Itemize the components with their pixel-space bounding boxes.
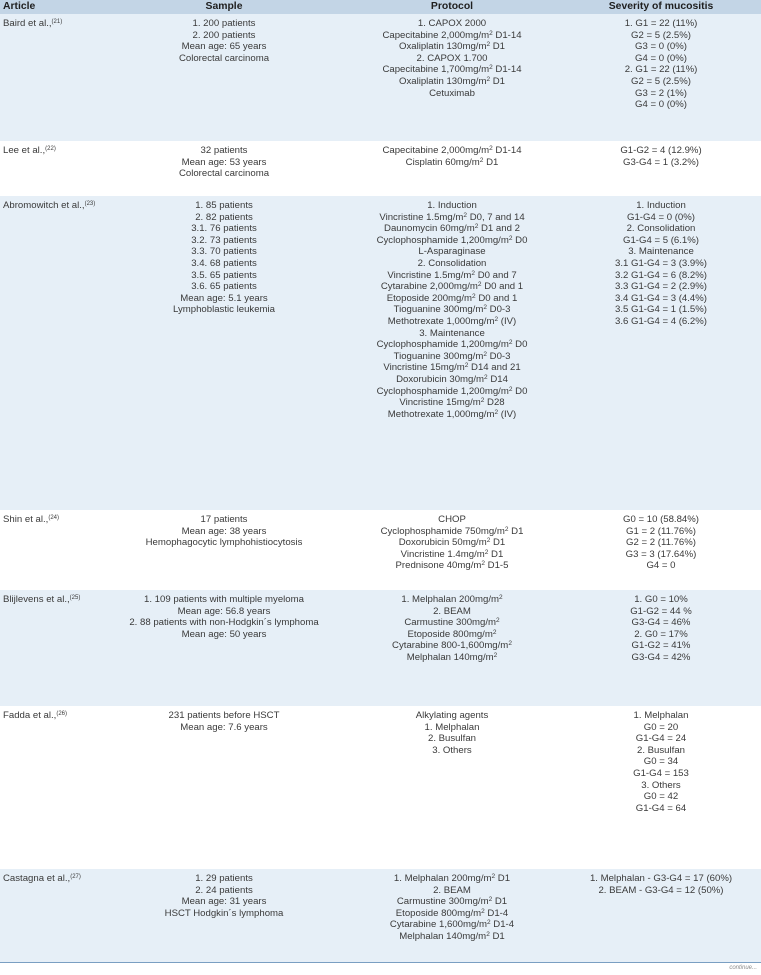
cell-line: 1. Melphalan [424,721,480,733]
header-article: Article [3,1,36,12]
cell-line: Mean age: 53 years [181,156,267,168]
cell-line: Vincristine $1.4mg/m^2$ D1 [400,548,504,560]
cell-line: 3.2 G1-G4 = 6 (8.2%) [615,269,707,281]
cell-line: Melphalan $140mg/m^2$ [406,651,498,663]
cell-protocol [338,594,566,664]
cell-protocol [338,514,566,572]
cell-line: 2. 88 patients with non-Hodgkin´s lymphoma [129,617,319,629]
cell-line: Methotrexate $1,000mg/m^2$ (IV) [387,315,517,327]
cell-line: Doxorubicin $50mg/m^2$ D1 [398,537,506,549]
cell-line: G4 = 0 (0%) [635,99,687,111]
article-reference: (26) [56,711,68,717]
cell-line: 2. BEAM [433,884,471,896]
cell-line: Vincristine $15mg/m^2$ D28 [399,397,505,409]
cell-line: 3. Others [641,779,681,791]
article-author: Fadda et al., [3,710,57,721]
cell-protocol [338,18,566,99]
cell-line: Cyclophosphamide $1,200mg/m^2$ D0 [376,234,528,246]
cell-line: 2. BEAM [433,605,471,617]
cell-line: Colorectal carcinoma [178,168,270,180]
cell-line: Cytarabine $1,600mg/m^2$ D1-4 [389,919,515,931]
cell-line: 3.1 G1-G4 = 3 (3.9%) [615,257,707,269]
table-row [0,590,761,706]
cell-severity [566,18,756,111]
table-row [0,14,761,141]
cell-article [3,710,67,722]
cell-line: 2. Busulfan [636,744,685,756]
cell-sample [110,594,338,640]
cell-line: Cetuximab [429,87,475,99]
cell-line: Carmustine $300mg/m^2$ D1 [396,896,508,908]
cell-line: Daunomycin $60mg/m^2$ D1 and 2 [384,223,520,235]
cell-line: 3.6 G1-G4 = 4 (6.2%) [615,315,707,327]
cell-line: 3.5 G1-G4 = 1 (1.5%) [615,304,707,316]
cell-line: 2. CAPOX 1.700 [416,52,488,64]
cell-line: 1. 85 patients [195,200,253,211]
cell-line: Hemophagocytic lymphohistiocytosis [145,537,303,549]
cell-line: 1. Induction [636,200,686,211]
cell-sample [110,145,338,180]
cell-line: 2. 200 patients [192,29,256,41]
cell-line: Mean age: 50 years [181,628,267,640]
cell-line: 3.4. 68 patients [191,257,257,269]
cell-article [3,200,95,212]
cell-line: 3.3 G1-G4 = 2 (2.9%) [615,281,707,293]
header-protocol: Protocol [430,1,474,12]
table-header [0,0,761,14]
article-author: Lee et al., [3,145,46,156]
cell-line: G0 = 34 [643,756,679,768]
cell-line: 2. BEAM - G3-G4 = 12 (50%) [598,884,724,896]
cell-line: 2. G0 = 17% [634,628,688,640]
cell-line: G3 = 0 (0%) [635,41,687,53]
table-row [0,196,761,510]
article-author: Abromowitch et al., [3,200,85,211]
cell-sample [110,18,338,64]
cell-article [3,873,81,885]
cell-line: G1-G4 = 0 (0%) [627,211,695,223]
cell-line: 3. Maintenance [628,246,694,258]
cell-line: Colorectal carcinoma [178,52,270,64]
cell-line: Carmustine $300mg/m^2$ [404,617,500,629]
cell-line: 2. G1 = 22 (11%) [624,64,698,76]
table-row [0,141,761,196]
cell-line: CHOP [438,514,466,525]
cell-line: G1-G4 = 64 [635,802,687,814]
article-author: Blijlevens et al., [3,594,70,605]
cell-line: G3-G4 = 1 (3.2%) [623,156,699,168]
cell-line: Capecitabine $2,000mg/m^2$ D1-14 [382,145,522,156]
cell-line: Doxorubicin $30mg/m^2$ D14 [396,373,508,385]
article-author: Shin et al., [3,514,49,525]
cell-line: 2. Consolidation [417,257,487,269]
cell-severity [566,710,756,814]
cell-line: G1-G4 = 5 (6.1%) [623,234,699,246]
cell-line: 3.1. 76 patients [191,223,257,235]
cell-line: 2. Consolidation [626,223,696,235]
cell-line: 2. 82 patients [195,211,253,223]
cell-line: G0 = 20 [643,721,679,733]
cell-line: Tioguanine $300mg/m^2$ D0-3 [393,350,511,362]
cell-line: Capecitabine $1,700mg/m^2$ D1-14 [382,64,522,76]
cell-line: 3.4 G1-G4 = 3 (4.4%) [615,292,707,304]
cell-severity [566,514,756,572]
cell-line: 1. G1 = 22 (11%) [624,18,698,29]
cell-protocol [338,873,566,943]
cell-line: G1 = 2 (11.76%) [626,525,696,537]
cell-line: G4 = 0 [646,560,676,572]
cell-line: L-Asparaginase [418,246,486,258]
cell-line: 2. Busulfan [427,733,476,745]
cell-article [3,18,62,30]
table-bottom-rule [0,962,761,963]
cell-line: Etoposide $800mg/m^2$ D1-4 [395,907,509,919]
cell-line: G1-G2 = 4 (12.9%) [620,145,702,156]
cell-sample [110,873,338,919]
cell-sample [110,710,338,733]
cell-line: Prednisone $40mg/m^2$ D1-5 [395,560,509,572]
cell-line: Mean age: 5.1 years [180,292,268,304]
cell-line: G2 = 2 (11.76%) [626,537,696,549]
header-sample: Sample [205,1,243,12]
table-row [0,706,761,869]
cell-severity [566,873,756,896]
cell-line: Oxaliplatin $130mg/m^2$ D1 [398,75,505,87]
article-reference: (23) [84,201,96,207]
cell-line: Cytarabine $2,000mg/m^2$ D0 and 1 [380,281,524,293]
cell-line: G3-G4 = 46% [631,617,691,629]
table-row [0,869,761,962]
cell-sample [110,200,338,316]
cell-article [3,514,59,526]
cell-line: Mean age: 7.6 years [180,721,268,733]
cell-line: G2 = 5 (2.5%) [631,29,691,41]
cell-sample [110,514,338,549]
cell-severity [566,200,756,328]
article-author: Castagna et al., [3,873,71,884]
cell-line: 3.5. 65 patients [191,269,257,281]
cell-line: HSCT Hodgkin´s lymphoma [164,907,284,919]
cell-line: 1. Melphalan $200mg/m^2$ D1 [393,873,511,884]
cell-line: Cyclophosphamide $750mg/m^2$ D1 [380,525,524,537]
cell-line: 2. 24 patients [195,884,253,896]
cell-line: Cyclophosphamide $1,200mg/m^2$ D0 [376,339,528,351]
cell-line: Melphalan $140mg/m^2$ D1 [399,930,505,942]
cell-line: 1. 109 patients with multiple myeloma [144,594,304,605]
cell-line: Etoposide $200mg/m^2$ D0 and 1 [386,292,518,304]
cell-line: Cisplatin $60mg/m^2$ D1 [405,156,499,168]
cell-line: G3 = 3 (17.64%) [625,548,697,560]
cell-line: 3.6. 65 patients [191,281,257,293]
cell-protocol [338,200,566,420]
cell-line: 3. Others [432,744,472,756]
article-reference: (24) [48,515,60,521]
cell-line: 231 patients before HSCT [168,710,280,721]
cell-line: 1. CAPOX 2000 [417,18,487,29]
cell-line: G4 = 0 (0%) [635,52,687,64]
cell-line: 3.2. 73 patients [191,234,257,246]
cell-line: G1-G4 = 153 [633,767,689,779]
header-severity: Severity of mucositis [608,1,714,12]
cell-line: Mean age: 56.8 years [177,605,271,617]
cell-line: G1-G2 = 44 % [630,605,692,617]
cell-line: Vincristine $15mg/m^2$ D14 and 21 [383,362,521,374]
cell-line: Methotrexate $1,000mg/m^2$ (IV) [387,408,517,420]
cell-line: G0 = 10 (58.84%) [623,514,699,525]
cell-line: G3-G4 = 42% [631,651,691,663]
cell-line: 1. Melphalan [633,710,689,721]
cell-line: Capecitabine $2,000mg/m^2$ D1-14 [382,29,522,41]
cell-line: 17 patients [200,514,248,525]
cell-line: 3.3. 70 patients [191,246,257,258]
cell-line: 1. 200 patients [192,18,256,29]
article-author: Baird et al., [3,18,52,29]
cell-line: 1. 29 patients [195,873,253,884]
cell-line: Cytarabine $800-1,600mg/m^2$ [392,640,512,652]
cell-line: G1-G4 = 24 [635,733,687,745]
cell-line: Alkylating agents [415,710,489,721]
cell-line: Vincristine $1.5mg/m^2$ D0 and 7 [387,269,517,281]
cell-line: 1. G0 = 10% [634,594,688,605]
cell-article [3,594,80,606]
table-row [0,510,761,590]
article-reference: (22) [45,146,56,152]
cell-line: Cyclophosphamide $1,200mg/m^2$ D0 [376,385,528,397]
continue-note: continue... [729,965,757,971]
cell-line: Mean age: 31 years [181,896,267,908]
article-reference: (21) [51,19,63,25]
cell-line: Etoposide $800mg/m^2$ [407,628,497,640]
cell-severity [566,594,756,664]
cell-line: G3 = 2 (1%) [635,87,687,99]
cell-line: Vincristine $1.5mg/m^2$ D0, 7 and 14 [379,211,525,223]
cell-protocol [338,710,566,756]
cell-line: 1. Induction [427,200,477,211]
cell-article [3,145,56,157]
cell-protocol [338,145,566,168]
cell-line: G1-G2 = 41% [631,640,691,652]
cell-line: Mean age: 38 years [181,525,267,537]
cell-line: 3. Maintenance [419,327,485,339]
cell-line: Mean age: 65 years [181,41,267,53]
cell-line: 1. Melphalan - G3-G4 = 17 (60%) [589,873,733,884]
cell-line: G0 = 42 [643,791,679,803]
cell-line: G2 = 5 (2.5%) [631,75,691,87]
cell-severity [566,145,756,168]
cell-line: 1. Melphalan $200mg/m^2$ [401,594,503,605]
article-reference: (27) [70,874,81,880]
cell-line: Oxaliplatin $130mg/m^2$ D1 [398,41,505,53]
cell-line: Lymphoblastic leukemia [172,304,276,316]
cell-line: Tioguanine $300mg/m^2$ D0-3 [393,304,511,316]
cell-line: 32 patients [200,145,248,156]
article-reference: (25) [69,595,81,601]
